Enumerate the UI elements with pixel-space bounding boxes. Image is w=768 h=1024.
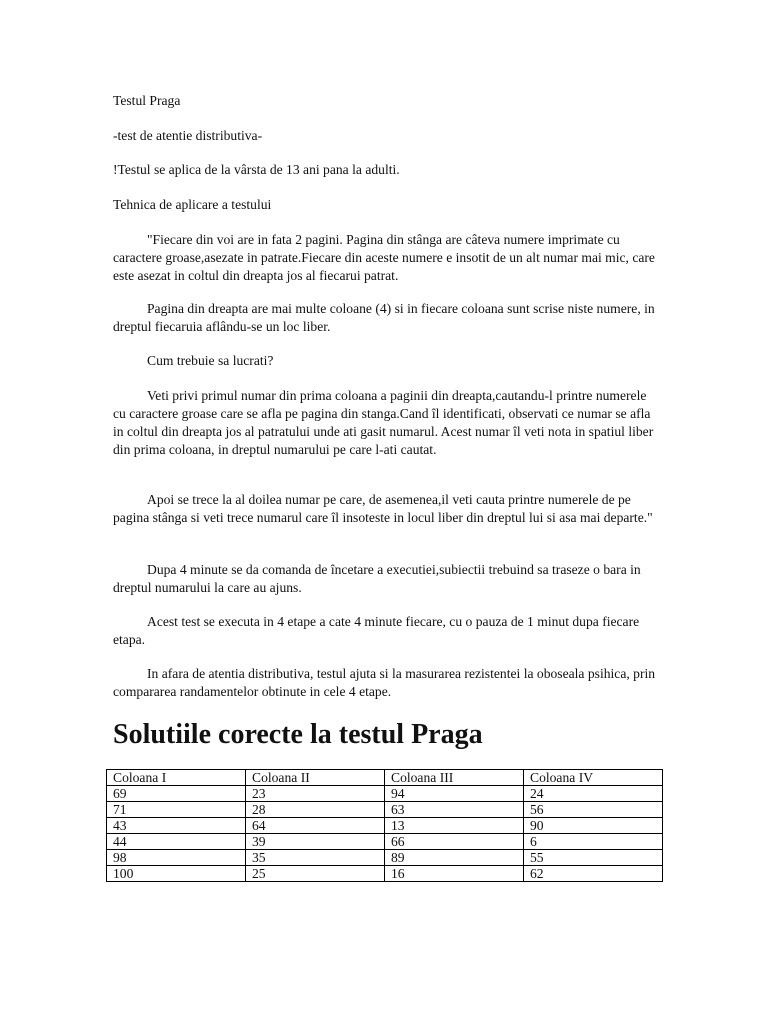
paragraph-purpose: In afara de atentia distributiva, testul ajuta si la masurarea rezistentei la oboseala psihica, prin compararea randamentelor obtinute in cele 4 etape. <box>113 666 656 699</box>
table-cell: 62 <box>524 866 663 882</box>
table-cell: 63 <box>385 802 524 818</box>
paragraph-instructions: "Fiecare din voi are in fata 2 pagini. Pagina din stânga are câteva numere imprimate cu caractere groase,asezate in patrate.Fiecare din aceste numere e insotit de un alt numar mai mic, care este asezat in coltul din dreapta jos al fiecarui patrat. <box>113 232 655 283</box>
paragraph-stop: Dupa 4 minute se da comanda de încetare a executiei,subiectii trebuind sa traseze o bara in dreptul numarului la care au ajuns. <box>113 562 641 595</box>
paragraph-right-page: Pagina din dreapta are mai multe coloane (4) si in fiecare coloana sunt scrise niste numere, in dreptul fiecaruia aflându-se un loc liber. <box>113 301 655 334</box>
table-cell: 24 <box>524 786 663 802</box>
document-title: Testul Praga <box>113 93 181 108</box>
table-row <box>107 802 663 818</box>
table-cell: 100 <box>107 866 246 882</box>
table-cell: 94 <box>385 786 524 802</box>
table-cell: 35 <box>246 850 385 866</box>
table-cell: 98 <box>107 850 246 866</box>
table-row <box>107 786 663 802</box>
table-cell: 44 <box>107 834 246 850</box>
paragraph-question: Cum trebuie sa lucrati? <box>147 353 274 368</box>
column-header: Coloana IV <box>524 770 663 786</box>
solutions-heading: Solutiile corecte la testul Praga <box>113 719 483 750</box>
table-cell: 69 <box>107 786 246 802</box>
document-subtitle: -test de atentie distributiva- <box>113 128 263 143</box>
table-cell: 66 <box>385 834 524 850</box>
column-header: Coloana III <box>385 770 524 786</box>
paragraph-procedure: Veti privi primul numar din prima coloana a paginii din dreapta,cautandu-l printre numerele cu caractere groase care se afla pe pagina din stanga.Cand îl identificati, observati ce numar se afla in coltul din dreapta jos al patratului unde ati gasit numarul. Acest numar îl veti nota in spatiul liber din prima coloana, in dreptul numarului pe care l-ati cautat. <box>113 388 654 457</box>
table-cell: 56 <box>524 802 663 818</box>
table-cell: 71 <box>107 802 246 818</box>
table-row <box>107 834 663 850</box>
table-header-row <box>107 770 663 786</box>
technique-heading: Tehnica de aplicare a testului <box>113 197 272 212</box>
table-row <box>107 818 663 834</box>
paragraph-stages: Acest test se executa in 4 etape a cate 4 minute fiecare, cu o pauza de 1 minut dupa fiecare etapa. <box>113 614 640 647</box>
column-header: Coloana II <box>246 770 385 786</box>
table-row <box>107 850 663 866</box>
table-row <box>107 866 663 882</box>
paragraph-continue: Apoi se trece la al doilea numar pe care, de asemenea,il veti cauta printre numerele de pe pagina stânga si veti trece numarul care îl insoteste in locul liber din dreptul lui si asa mai departe." <box>113 492 653 525</box>
table-cell: 16 <box>385 866 524 882</box>
table-cell: 43 <box>107 818 246 834</box>
table-cell: 25 <box>246 866 385 882</box>
column-header: Coloana I <box>107 770 246 786</box>
table-cell: 6 <box>524 834 663 850</box>
table-cell: 89 <box>385 850 524 866</box>
solutions-table <box>106 769 663 882</box>
table-cell: 28 <box>246 802 385 818</box>
table-cell: 64 <box>246 818 385 834</box>
table-cell: 90 <box>524 818 663 834</box>
table-cell: 23 <box>246 786 385 802</box>
table-cell: 13 <box>385 818 524 834</box>
table-cell: 55 <box>524 850 663 866</box>
table-cell: 39 <box>246 834 385 850</box>
age-note: !Testul se aplica de la vârsta de 13 ani pana la adulti. <box>113 162 400 177</box>
